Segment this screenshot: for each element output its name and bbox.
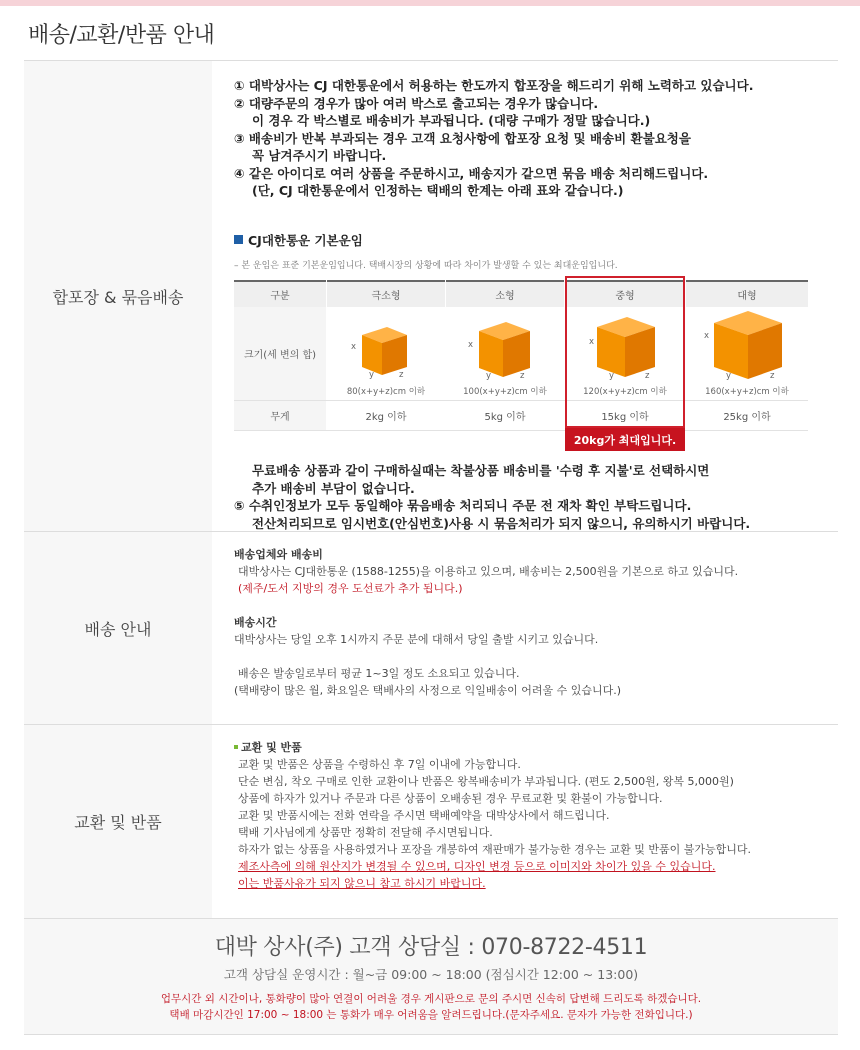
shipping-carrier-text: 대박상사는 CJ대한통운 (1588-1255)을 이용하고 있으며, 배송비는 2,500원을 기본으로 하고 있습니다. xyxy=(238,565,739,578)
size-m: 120(x+y+z)cm 이하 xyxy=(583,387,667,397)
box-s: x y z 100(x+y+z)cm 이하 xyxy=(446,307,564,400)
size-xs: 80(x+y+z)cm 이하 xyxy=(346,387,426,397)
returns-line: 교환 및 반품시에는 전화 연락을 주시면 택배예약을 대박상사에서 해드립니다. xyxy=(238,809,610,822)
weight-label: 무게 xyxy=(234,401,326,430)
returns-line: 하자가 없는 상품을 사용하였거나 포장을 개봉하여 재판매가 불가능한 경우는 교환 및 반품이 불가능합니다. xyxy=(238,843,751,856)
footer-note-2: 택배 마감시간인 17:00 ~ 18:00 는 통화가 매우 어려움을 알려드립니다.(문자주세요. 문자가 가능한 전화입니다.) xyxy=(169,1009,693,1021)
box-l-icon xyxy=(686,307,808,382)
size-label: 크기(세 변의 합) xyxy=(234,307,326,400)
box-s-icon xyxy=(446,307,564,382)
weight-m: 15kg 이하 xyxy=(601,412,649,423)
weight-s: 5kg 이하 xyxy=(484,412,526,423)
rate-note: – 본 운임은 표준 기본운임입니다. 택배시장의 상황에 따라 차이가 발생할 수 있는 최대운임입니다. xyxy=(234,261,618,271)
shipping-duration-text: 배송은 발송일로부터 평균 1~3일 정도 소요되고 있습니다. xyxy=(238,667,520,680)
returns-warning-1: 제조사측에 의해 원산지가 변경될 수 있으며, 디자인 변경 등으로 이미지와 차이가 있을 수 있습니다. xyxy=(238,860,716,873)
notice-1: ① 대박상사는 CJ 대한통운에서 허용하는 한도까지 합포장을 해드리기 위해 노력하고 있습니다. xyxy=(234,78,754,93)
box-xs: x y z 80(x+y+z)cm 이하 xyxy=(327,307,445,400)
table-header-l: 대형 xyxy=(686,280,808,307)
notice-2b: 이 경우 각 박스별로 배송비가 부과됩니다. (대량 구매가 정말 많습니다.) xyxy=(252,113,651,128)
weight-xs: 2kg 이하 xyxy=(365,412,407,423)
bullet-icon xyxy=(234,745,238,749)
notice-5: ⑤ 수취인정보가 모두 동일해야 묶음배송 처리되니 주문 전 재차 확인 부탁드립니다. xyxy=(234,498,692,513)
customer-service-hours: 고객 상담실 운영시간 : 월~금 09:00 ~ 18:00 (점심시간 12:00 ~ 13:00) xyxy=(223,967,639,982)
box-l: x y z 160(x+y+z)cm 이하 xyxy=(686,307,808,400)
table-header-m: 중형 xyxy=(565,280,685,307)
table-header-xs: 극소형 xyxy=(327,280,445,307)
returns-label: 교환 및 반품 xyxy=(24,725,212,918)
returns-line: 상품에 하자가 있거나 주문과 다른 상품이 오배송된 경우 무료교환 및 환불이 가능합니다. xyxy=(238,792,663,805)
weight-l: 25kg 이하 xyxy=(723,412,771,423)
table-header-category: 구분 xyxy=(234,280,326,307)
customer-service-phone: 대박 상사(주) 고객 상담실 : 070-8722-4511 xyxy=(214,935,648,960)
box-xs-icon xyxy=(327,307,445,382)
page-title: 배송/교환/반품 안내 xyxy=(28,23,215,48)
shipping-label: 배송 안내 xyxy=(24,532,212,724)
shipping-carrier-heading: 배송업체와 배송비 xyxy=(234,548,323,561)
bundle-notices-2 xyxy=(234,462,750,532)
notice-2: ② 대량주문의 경우가 많아 여러 박스로 출고되는 경우가 많습니다. xyxy=(234,95,599,111)
notice-4b: (단, CJ 대한통운에서 인정하는 택배의 한계는 아래 표와 같습니다.) xyxy=(252,183,624,198)
square-bullet-icon xyxy=(234,235,243,244)
max-weight-badge: 20kg가 최대입니다. xyxy=(565,428,685,451)
notice-free-shipping-b: 추가 배송비 부담이 없습니다. xyxy=(252,480,415,496)
bundle-notices xyxy=(234,77,838,200)
medium-highlight-frame xyxy=(565,276,685,428)
rate-title: CJ대한통운 기본운임 xyxy=(234,231,363,249)
top-accent-bar xyxy=(0,0,860,6)
notice-3: ③ 배송비가 반복 부과되는 경우 고객 요청사항에 합포장 요청 및 배송비 환불요청을 xyxy=(234,130,691,146)
notice-5b: 전산처리되므로 임시번호(안심번호)사용 시 묶음처리가 되지 않으니, 유의하시기 바랍니다. xyxy=(252,515,751,531)
shipping-time-heading: 배송시간 xyxy=(234,616,277,629)
notice-3b: 꼭 남겨주시기 바랍니다. xyxy=(252,148,387,163)
notice-4: ④ 같은 아이디로 여러 상품을 주문하시고, 배송지가 같으면 묶음 배송 처리해드립니다. xyxy=(234,165,709,181)
bundle-section xyxy=(24,61,838,532)
size-l: 160(x+y+z)cm 이하 xyxy=(705,387,789,397)
footer-note-1: 업무시간 외 시간이나, 통화량이 많아 연결이 어려울 경우 게시판으로 문의 주시면 신속히 답변해 드리도록 하겠습니다. xyxy=(160,993,702,1005)
shipping-time-text: 대박상사는 당일 오후 1시까지 주문 분에 대해서 당일 출발 시키고 있습니다. xyxy=(234,633,599,646)
returns-heading: 교환 및 반품 xyxy=(234,739,838,756)
rate-table xyxy=(234,280,808,430)
notice-free-shipping: 무료배송 상품과 같이 구매하실때는 착불상품 배송비를 '수령 후 지불'로 선택하시면 xyxy=(252,463,710,478)
bundle-label: 합포장 & 묶음배송 xyxy=(24,61,212,531)
box-m: x y z 120(x+y+z)cm 이하 xyxy=(565,307,685,400)
table-header-s: 소형 xyxy=(446,280,564,307)
returns-warning-2: 이는 반품사유가 되지 않으니 참고 하시기 바랍니다. xyxy=(238,877,486,890)
customer-service-footer xyxy=(24,919,838,1035)
size-s: 100(x+y+z)cm 이하 xyxy=(463,387,547,397)
returns-line: 단순 변심, 착오 구매로 인한 교환이나 반품은 왕복배송비가 부과됩니다. (편도 2,500원, 왕복 5,000원) xyxy=(238,775,734,788)
returns-section xyxy=(24,725,838,919)
shipping-section xyxy=(24,532,838,725)
shipping-island-note: (제주/도서 지방의 경우 도선료가 추가 됩니다.) xyxy=(238,582,463,595)
returns-line: 택배 기사님에게 상품만 정확히 전달해 주시면됩니다. xyxy=(238,826,493,839)
row-divider xyxy=(234,430,808,431)
shipping-delay-note: (택배량이 많은 월, 화요일은 택배사의 사정으로 익일배송이 어려울 수 있습니다.) xyxy=(234,684,622,697)
returns-line: 교환 및 반품은 상품을 수령하신 후 7일 이내에 가능합니다. xyxy=(238,758,521,771)
